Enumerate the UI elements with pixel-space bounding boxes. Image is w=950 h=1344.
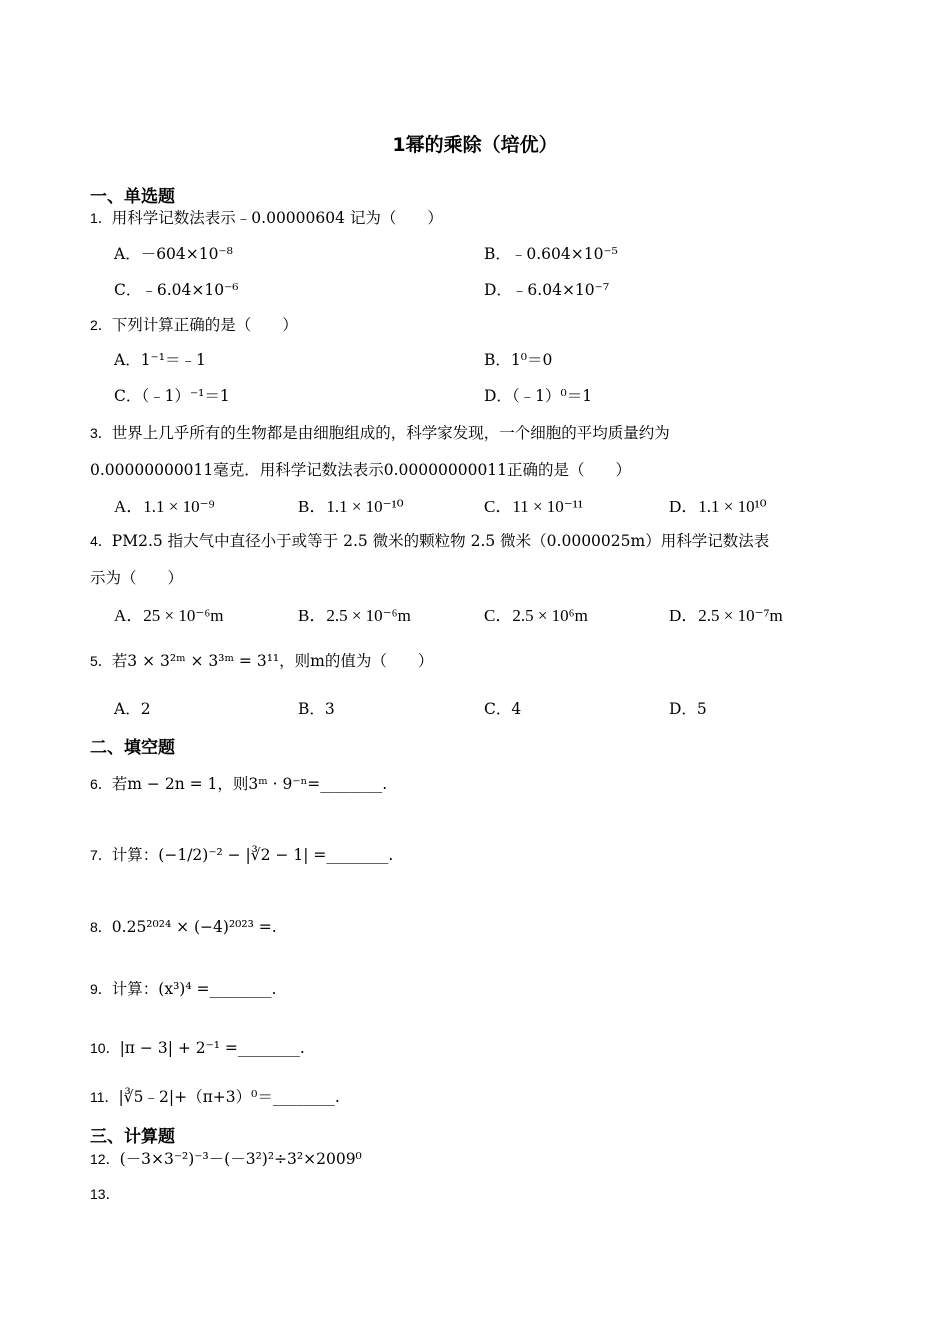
q5-option-b[interactable]: B．3 bbox=[298, 700, 335, 718]
question-number: 9． bbox=[90, 981, 112, 997]
question-text: 计算：(x³)⁴ =________. bbox=[111, 980, 277, 998]
question-number: 8． bbox=[90, 919, 112, 935]
question-text: PM2.5 指大气中直径小于或等于 2.5 微米的颗粒物 2.5 微米（0.0000025m）用科学记数法表 bbox=[111, 532, 770, 550]
q2-option-c[interactable]: C．（﹣1）⁻¹＝1 bbox=[114, 387, 230, 405]
question-text: |π − 3| + 2⁻¹ =________. bbox=[119, 1039, 305, 1057]
question-text: 计算：(−1/2)⁻² − |∛2 − 1| =________. bbox=[111, 846, 394, 864]
question-3-line-2: 0.00000000011毫克．用科学记数法表示0.00000000011正确的是（ ） bbox=[90, 461, 632, 479]
question-9 bbox=[90, 977, 276, 999]
question-text: 若m − 2n = 1，则3ᵐ · 9⁻ⁿ=________. bbox=[111, 775, 388, 793]
question-4-line-1 bbox=[90, 529, 769, 551]
q2-option-b[interactable]: B．1⁰＝0 bbox=[484, 351, 553, 369]
q4-option-a[interactable]: A．25 × 10⁻⁶m bbox=[114, 606, 224, 625]
q4-option-b[interactable]: B．2.5 × 10⁻⁶m bbox=[298, 606, 411, 625]
question-number: 12． bbox=[90, 1151, 120, 1167]
page-title: 1幂的乘除（培优） bbox=[392, 134, 558, 156]
question-text: 用科学记数法表示﹣0.00000604 记为（ ） bbox=[111, 209, 443, 227]
question-text: 0.25²⁰²⁴ × (−4)²⁰²³ =. bbox=[111, 918, 277, 936]
question-text: 世界上几乎所有的生物都是由细胞组成的，科学家发现，一个细胞的平均质量约为 bbox=[111, 424, 670, 442]
q2-option-a[interactable]: A．1⁻¹＝﹣1 bbox=[114, 351, 206, 369]
q1-option-a[interactable]: A．－604×10⁻⁸ bbox=[114, 245, 233, 263]
question-text: (－3×3⁻²)⁻³－(－3²)²÷3²×2009⁰ bbox=[119, 1150, 362, 1168]
question-number: 13． bbox=[90, 1186, 120, 1202]
q3-option-c[interactable]: C．11 × 10⁻¹¹ bbox=[484, 497, 583, 516]
question-3-line-1 bbox=[90, 421, 670, 443]
question-8 bbox=[90, 917, 277, 937]
question-1 bbox=[90, 206, 443, 228]
question-number: 2． bbox=[90, 317, 112, 333]
section-heading-fill-in: 二、填空题 bbox=[90, 738, 175, 758]
q5-option-c[interactable]: C．4 bbox=[484, 700, 522, 718]
q1-option-b[interactable]: B．﹣0.604×10⁻⁵ bbox=[484, 245, 618, 263]
question-number: 6． bbox=[90, 776, 112, 792]
q3-option-b[interactable]: B．1.1 × 10⁻¹⁰ bbox=[298, 497, 404, 516]
question-number: 5． bbox=[90, 653, 112, 669]
q1-option-c[interactable]: C．﹣6.04×10⁻⁶ bbox=[114, 281, 239, 299]
question-6 bbox=[90, 772, 387, 794]
question-7 bbox=[90, 843, 393, 865]
question-number: 7． bbox=[90, 847, 112, 863]
question-10 bbox=[90, 1038, 305, 1058]
question-4-line-2: 示为（ ） bbox=[90, 569, 184, 587]
question-number: 10． bbox=[90, 1040, 120, 1056]
section-heading-calculation: 三、计算题 bbox=[90, 1127, 175, 1147]
question-5 bbox=[90, 649, 433, 671]
q5-option-d[interactable]: D．5 bbox=[669, 700, 707, 718]
question-11 bbox=[90, 1085, 340, 1107]
question-number: 1． bbox=[90, 210, 112, 226]
section-heading-single-choice: 一、单选题 bbox=[90, 187, 175, 207]
q1-option-d[interactable]: D．﹣6.04×10⁻⁷ bbox=[484, 281, 610, 299]
question-2 bbox=[90, 313, 298, 335]
question-text: 若3 × 3²ᵐ × 3³ᵐ = 3¹¹，则m的值为（ ） bbox=[111, 652, 434, 670]
q3-option-a[interactable]: A．1.1 × 10⁻⁹ bbox=[114, 497, 215, 516]
question-number: 4． bbox=[90, 533, 112, 549]
q4-option-c[interactable]: C．2.5 × 10⁶m bbox=[484, 606, 588, 625]
question-number: 11． bbox=[90, 1089, 119, 1105]
q5-option-a[interactable]: A．2 bbox=[114, 700, 151, 718]
question-13 bbox=[90, 1184, 120, 1204]
question-12 bbox=[90, 1147, 362, 1169]
q2-option-d[interactable]: D．（﹣1）⁰＝1 bbox=[484, 387, 593, 405]
q4-option-d[interactable]: D．2.5 × 10⁻⁷m bbox=[669, 606, 783, 625]
question-text: 下列计算正确的是（ ） bbox=[111, 316, 298, 334]
q3-option-d[interactable]: D．1.1 × 10¹⁰ bbox=[669, 497, 767, 516]
question-text: |∛5﹣2|+（π+3）⁰＝________. bbox=[118, 1088, 340, 1106]
question-number: 3． bbox=[90, 425, 112, 441]
